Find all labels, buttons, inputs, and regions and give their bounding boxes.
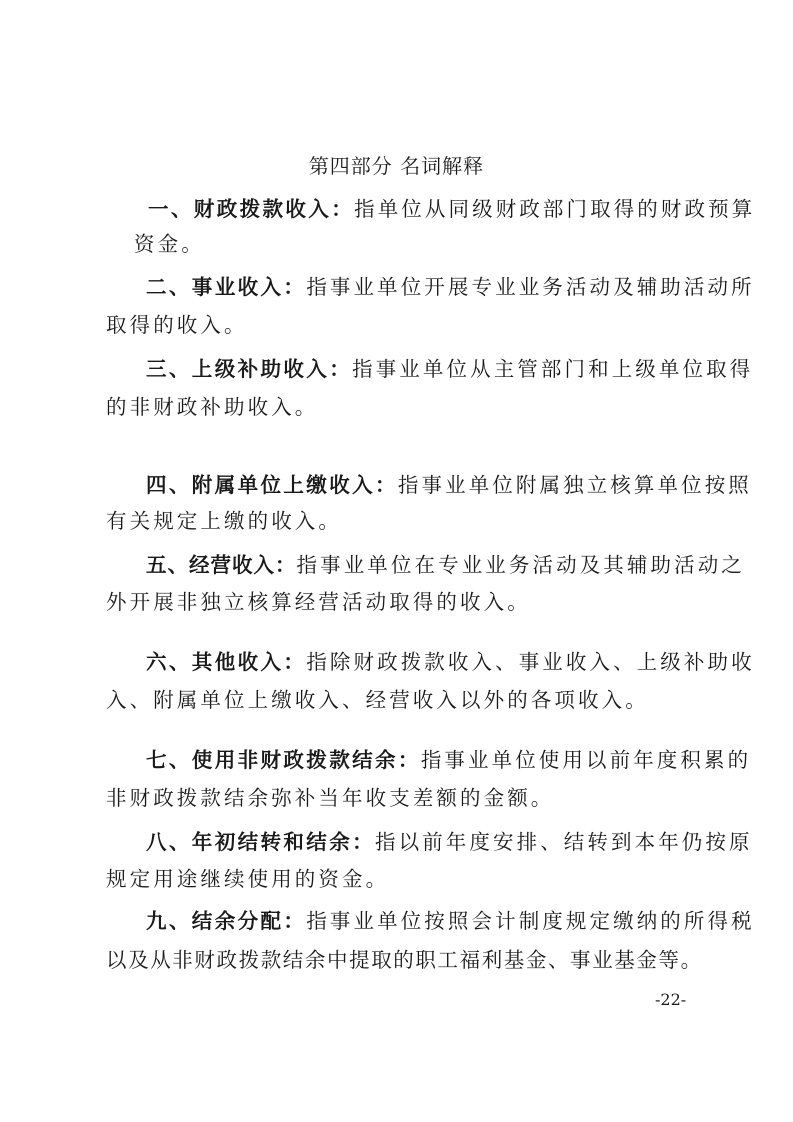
entry-line-2: 的非财政补助收入。	[106, 395, 319, 419]
entry-line-1	[146, 275, 755, 299]
entry-text: 指事业单位附属独立核算单位按照	[397, 473, 752, 497]
entry-term: 五、经营收入：	[146, 553, 297, 577]
entry-text: 指以前年度安排、结转到本年仍按原	[375, 830, 753, 854]
entry-line-2: 入、附属单位上缴收入、经营收入以外的各项收入。	[106, 688, 649, 712]
entry-line-1	[148, 197, 755, 221]
entry-term: 九、结余分配：	[146, 909, 307, 933]
entry-term: 四、附属单位上缴收入：	[146, 473, 398, 497]
entry-text: 指事业单位使用以前年度积累的	[420, 748, 752, 772]
entry-line-1	[146, 830, 753, 854]
entry-line-2: 非财政拨款结余弥补当年收支差额的金额。	[106, 786, 555, 810]
entry-line-1	[146, 553, 745, 577]
entry-term: 二、事业收入：	[146, 275, 307, 299]
entry-line-1	[146, 357, 753, 381]
entry-line-2: 资金。	[134, 232, 205, 256]
entry-line-2: 以及从非财政拨款结余中提取的职工福利基金、事业基金等。	[106, 948, 703, 972]
entry-line-1	[146, 909, 755, 933]
entry-line-1	[146, 748, 751, 772]
entry-text: 指事业单位开展专业业务活动及辅助活动所	[306, 275, 755, 299]
page-number: -22-	[655, 990, 687, 1009]
entry-term: 三、上级补助收入：	[146, 357, 353, 381]
entry-text: 指除财政拨款收入、事业收入、上级补助收	[306, 650, 755, 674]
entry-line-1	[146, 650, 755, 674]
entry-line-1	[146, 473, 752, 497]
entry-line-2: 外开展非独立核算经营活动取得的收入。	[106, 590, 531, 614]
page-title: 第四部分 名词解释	[308, 154, 485, 178]
entry-text: 指事业单位按照会计制度规定缴纳的所得税	[306, 909, 755, 933]
entry-term: 一、财政拨款收入：	[148, 197, 355, 221]
entry-term: 六、其他收入：	[146, 650, 307, 674]
entry-line-2: 取得的收入。	[106, 313, 248, 337]
entry-text: 指事业单位从主管部门和上级单位取得	[352, 357, 754, 381]
entry-line-2: 有关规定上缴的收入。	[106, 509, 342, 533]
entry-text: 指事业单位在专业业务活动及其辅助活动之	[296, 553, 745, 577]
entry-term: 七、使用非财政拨款结余：	[146, 748, 421, 772]
entry-text: 指单位从同级财政部门取得的财政预算	[354, 197, 756, 221]
entry-line-2: 规定用途继续使用的资金。	[106, 867, 390, 891]
entry-term: 八、年初结转和结余：	[146, 830, 375, 854]
